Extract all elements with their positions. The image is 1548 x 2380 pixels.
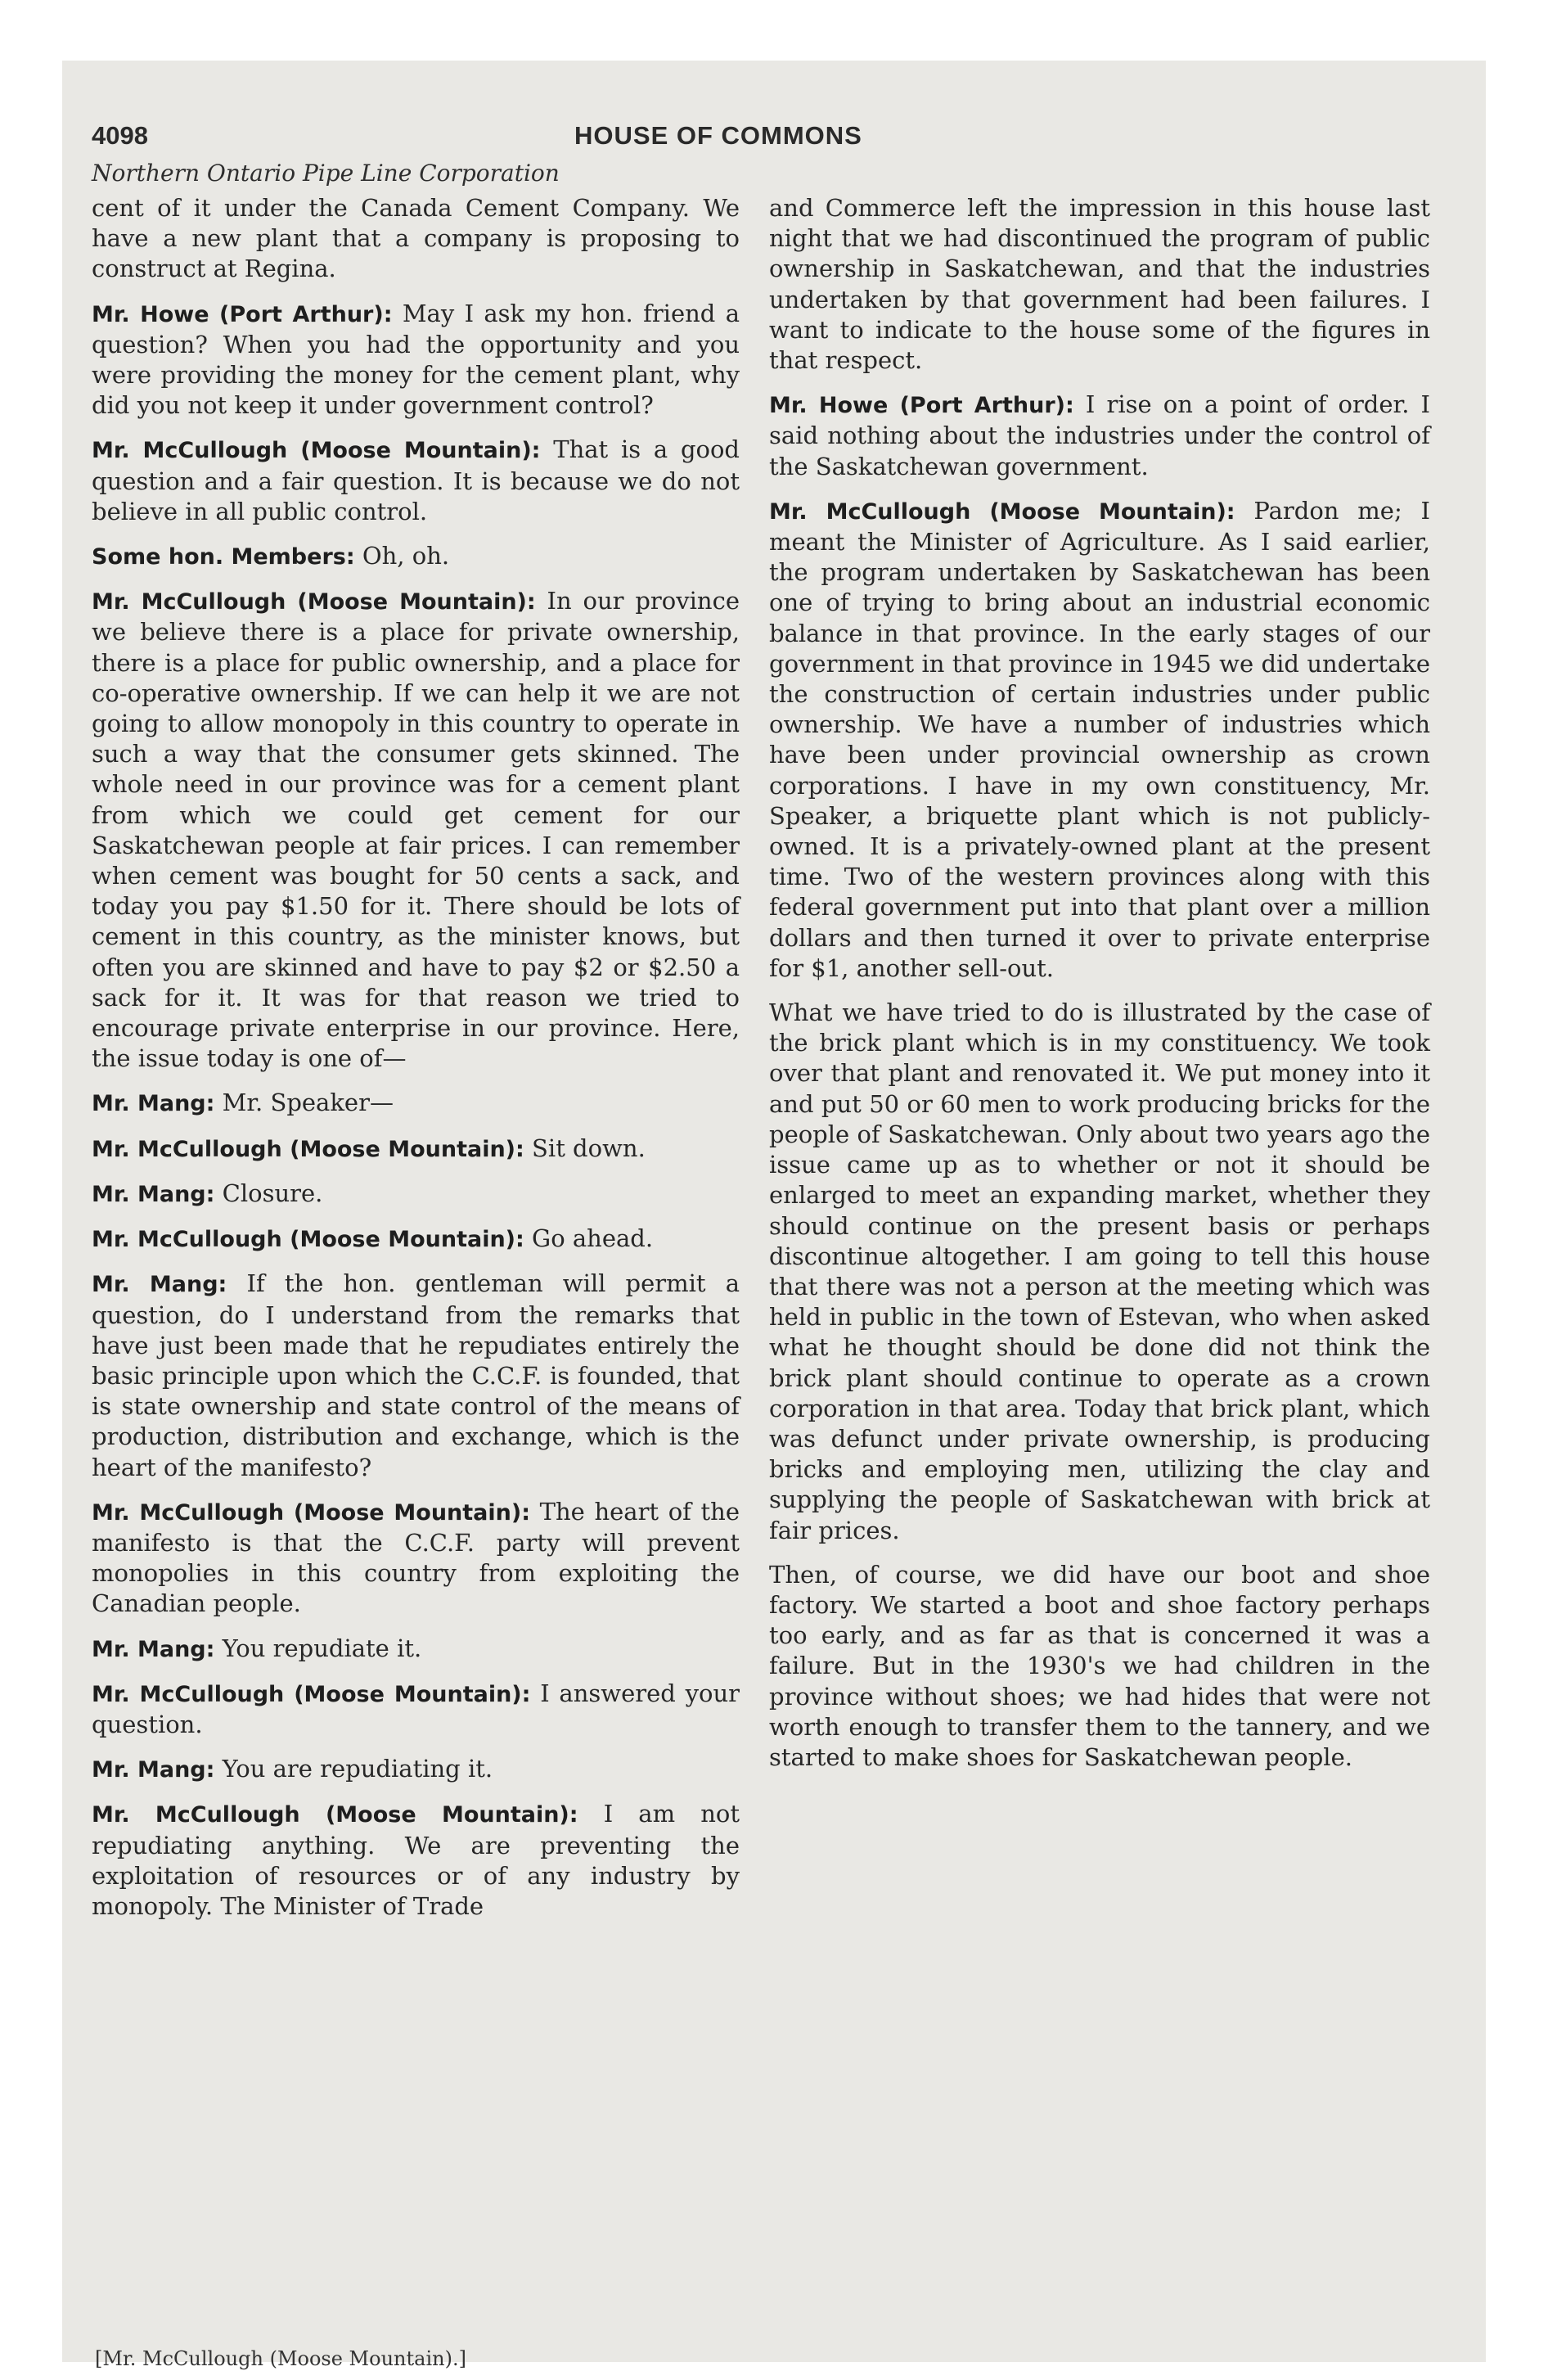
right-column <box>769 193 1430 1787</box>
speech-text: I rise on a point of order. I said nothing about the industries under the control of the Saskatchewan government. <box>769 390 1430 480</box>
running-header <box>92 121 943 159</box>
paragraph <box>92 541 740 572</box>
speaker-name: Mr. Mang: <box>92 1091 215 1117</box>
speech-text: That is a good question and a fair question. It is because we do not believe in all public control. <box>92 435 740 525</box>
speaker-name: Mr. McCullough (Moose Mountain): <box>769 498 1235 525</box>
speech-text: Go ahead. <box>532 1224 654 1253</box>
speech-text: Closure. <box>222 1179 323 1207</box>
speech-text: Sit down. <box>532 1134 646 1162</box>
speaker-name: Mr. McCullough (Moose Mountain): <box>92 1136 524 1162</box>
speaker-name: Mr. McCullough (Moose Mountain): <box>92 1681 531 1707</box>
paragraph <box>92 1224 740 1255</box>
speaker-name: Some hon. Members: <box>92 544 355 570</box>
paragraph <box>92 1634 740 1665</box>
paragraph <box>769 998 1430 1546</box>
paragraph <box>92 1179 740 1210</box>
paragraph <box>92 586 740 1074</box>
speaker-name: Mr. Mang: <box>92 1272 227 1298</box>
paragraph <box>92 1799 740 1922</box>
speech-text: Then, of course, we did have our boot and shoe factory. We started a boot and shoe factory perhaps too early, and as far as that is concerned it was a failure. But in the 1930's we had children in the province without shoes; we had hides that were not worth enough to transfer them to the tannery, and we started to make shoes for Saskatchewan people. <box>769 1560 1430 1771</box>
paragraph <box>769 496 1430 984</box>
speaker-name: Mr. McCullough (Moose Mountain): <box>92 1499 531 1526</box>
speaker-name: Mr. McCullough (Moose Mountain): <box>92 1227 524 1253</box>
paragraph <box>92 1754 740 1785</box>
speech-text: Mr. Speaker— <box>222 1089 394 1117</box>
speech-text: cent of it under the Canada Cement Company. We have a new plant that a company is proposing to construct at Regina. <box>92 194 740 283</box>
speech-text: In our province we believe there is a place for private ownership, there is a place for public ownership, and a place for co-operative ownership. If we can help it we are not going to allow monopoly in this country to operate in such a way that the consumer gets skinned. The whole need in our province was for a cement plant from which we could get cement for our Saskatchewan people at fair prices. I can remember when cement was bought for 50 cents a sack, and today you pay $1.50 for it. There should be lots of cement in this country, as the minister knows, but often you are skinned and have to pay $2 or $2.50 a sack for it. It was for that reason we tried to encourage private enterprise in our province. Here, the issue today is one of— <box>92 587 740 1073</box>
paragraph <box>92 1679 740 1740</box>
footer-speaker-note: [Mr. McCullough (Moose Mountain).] <box>95 2347 466 2370</box>
speech-text: If the hon. gentleman will permit a question, do I understand from the remarks that have just been made that he repudiates entirely the basic principle upon which the C.C.F. is founded, that is state ownership and state control of the means of production, distribution and exchange, which is the heart of the manifesto? <box>92 1269 740 1481</box>
speech-text: The heart of the manifesto is that the C.C.F. party will prevent monopolies in this country from exploiting the Canadian people. <box>92 1497 740 1618</box>
speaker-name: Mr. Mang: <box>92 1181 215 1207</box>
speaker-name: Mr. Mang: <box>92 1636 215 1662</box>
running-title: HOUSE OF COMMONS <box>574 121 862 150</box>
speaker-name: Mr. Mang: <box>92 1757 215 1783</box>
speech-text: I am not repudiating anything. We are preventing the exploitation of resources or of any industry by monopoly. The Minister of Trade <box>92 1800 740 1920</box>
paragraph <box>92 193 740 285</box>
paragraph <box>92 299 740 421</box>
section-title: Northern Ontario Pipe Line Corporation <box>92 160 560 187</box>
left-column <box>92 193 740 1936</box>
speaker-name: Mr. Howe (Port Arthur): <box>92 301 393 327</box>
paragraph <box>92 1088 740 1119</box>
speech-text: You repudiate it. <box>222 1634 422 1662</box>
paragraph <box>769 390 1430 482</box>
page-number: 4098 <box>92 121 148 150</box>
speech-text: I answered your question. <box>92 1679 740 1738</box>
paragraph <box>92 435 740 527</box>
speech-text: Pardon me; I meant the Minister of Agriculture. As I said earlier, the program undertaken by Saskatchewan has been one of trying to bring about an industrial economic balance in that province. In the early stages of our government in that province in 1945 we did undertake the construction of certain industries under public ownership. We have a number of industries which have been under provincial ownership as crown corporations. I have in my own constituency, Mr. Speaker, a briquette plant which is not publicly-owned. It is a privately-owned plant at the present time. Two of the western provinces along with this federal government put into that plant over a million dollars and then turned it over to private enterprise for $1, another sell-out. <box>769 496 1430 982</box>
paragraph <box>92 1269 740 1482</box>
speech-text: You are repudiating it. <box>222 1755 493 1783</box>
speaker-name: Mr. Howe (Port Arthur): <box>769 393 1074 419</box>
speech-text: What we have tried to do is illustrated by the case of the brick plant which is in my constituency. We took over that plant and renovated it. We put money into it and put 50 or 60 men to work producing bricks for the people of Saskatchewan. Only about two years ago the issue came up as to whether or not it should be enlarged to meet an expanding market, whether they should continue on the present basis or perhaps discontinue altogether. I am going to tell this house that there was not a person at the meeting which was held in public in the town of Estevan, who when asked what he thought should be done did not think the brick plant should continue to operate as a crown corporation in that area. Today that brick plant, which was defunct under private ownership, is producing bricks and employing men, utilizing the clay and supplying the people of Saskatchewan with brick at fair prices. <box>769 998 1430 1544</box>
speech-text: and Commerce left the impression in this house last night that we had discontinued the program of public ownership in Saskatchewan, and that the industries undertaken by that government had been failures. I want to indicate to the house some of the figures in that respect. <box>769 194 1430 375</box>
paragraph <box>769 193 1430 376</box>
speech-text: May I ask my hon. friend a question? When you had the opportunity and you were providing the money for the cement plant, why did you not keep it under government control? <box>92 299 740 420</box>
paragraph <box>769 1560 1430 1773</box>
speaker-name: Mr. McCullough (Moose Mountain): <box>92 438 541 464</box>
speaker-name: Mr. McCullough (Moose Mountain): <box>92 1802 578 1828</box>
paragraph <box>92 1497 740 1620</box>
paragraph <box>92 1134 740 1165</box>
speech-text: Oh, oh. <box>362 542 450 570</box>
speaker-name: Mr. McCullough (Moose Mountain): <box>92 589 536 615</box>
